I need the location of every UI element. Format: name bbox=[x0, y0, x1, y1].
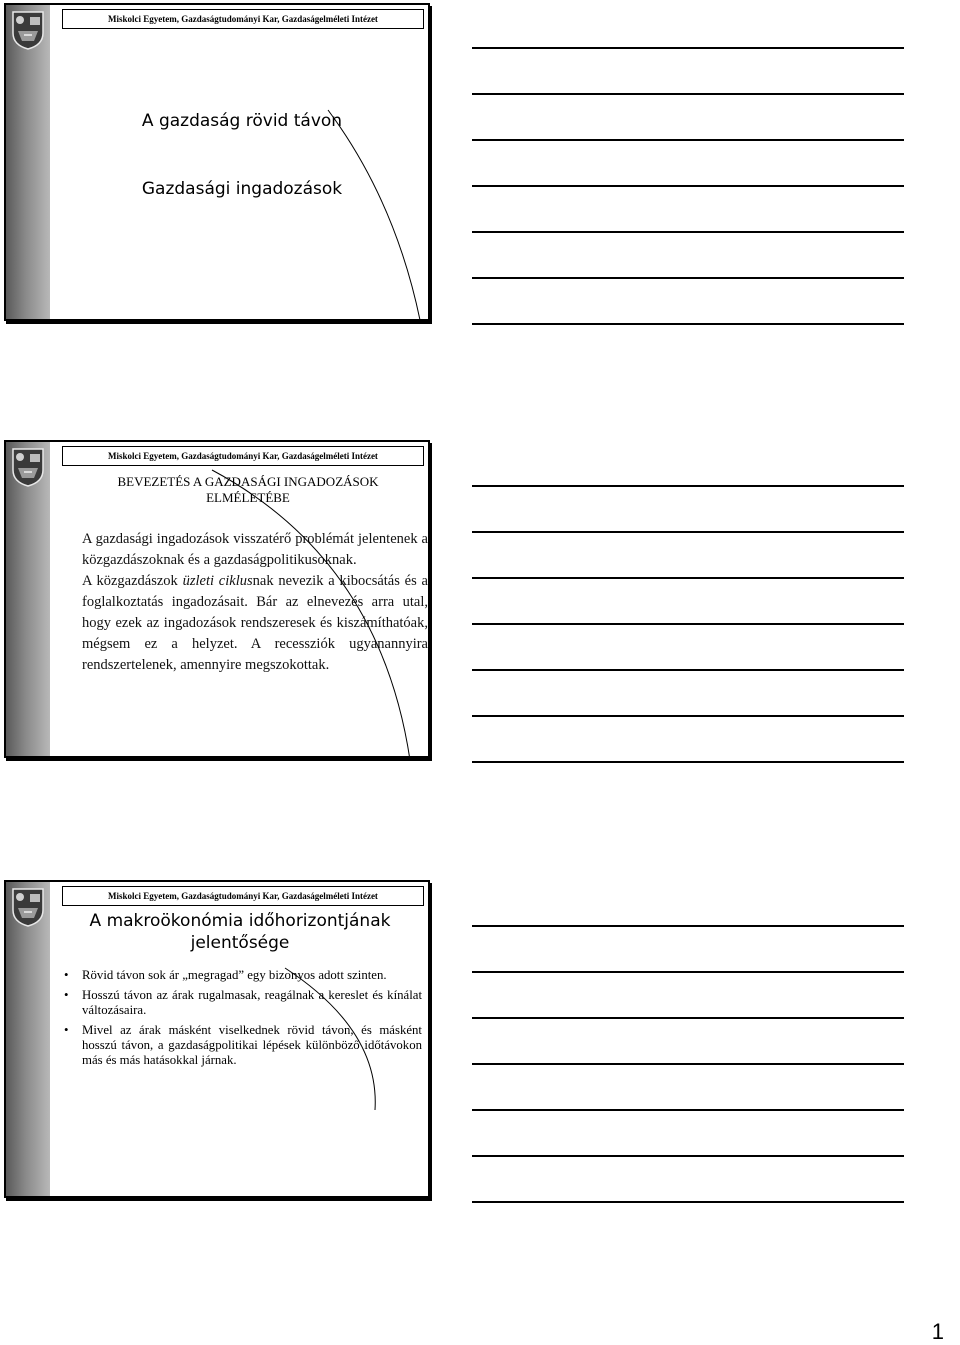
institution-header: Miskolci Egyetem, Gazdaságtudományi Kar, Gazdaságelméleti Intézet bbox=[62, 446, 424, 466]
bullet-list bbox=[62, 968, 422, 1073]
bullet-item: • Rövid távon sok ár „megragad” egy bizonyos adott szinten. bbox=[62, 968, 422, 983]
slide-title: A gazdaság rövid távon bbox=[141, 111, 343, 131]
university-crest-icon bbox=[10, 886, 46, 928]
bullet-item: • Mivel az árak másként viselkednek rövid távon, és másként hosszú távon, a gazdaságpolitikai lépések különböző időtávokon más és más hatásokkal járnak. bbox=[62, 1023, 422, 1068]
slide-sidebar bbox=[6, 5, 50, 319]
slide-3 bbox=[4, 880, 430, 1198]
paragraph-2: A közgazdászok üzleti ciklusnak nevezik a kibocsátás és a foglalkoztatás ingadozásait. Bár az elnevezés arra utal, hogy ezek az ingadozások rendszeresek és kiszámíthatóak, mégsem ez a helyzet. A recessziók ugyanannyira rendszertelenek, amennyire megszokottak. bbox=[82, 573, 428, 673]
slide-body bbox=[82, 529, 428, 676]
institution-header: Miskolci Egyetem, Gazdaságtudományi Kar, Gazdaságelméleti Intézet bbox=[62, 9, 424, 29]
paragraph-1: A gazdasági ingadozások visszatérő problémát jelentenek a közgazdászoknak és a gazdaságpolitikusoknak. bbox=[82, 531, 428, 568]
university-crest-icon bbox=[10, 446, 46, 488]
slide-title: A makroökonómia időhorizontjának jelentősége bbox=[89, 911, 391, 953]
slide-sidebar bbox=[6, 882, 50, 1196]
page-number: 1 bbox=[931, 1319, 944, 1344]
institution-header: Miskolci Egyetem, Gazdaságtudományi Kar, Gazdaságelméleti Intézet bbox=[62, 886, 424, 906]
slide-1 bbox=[4, 3, 430, 321]
slide-heading: BEVEZETÉS A GAZDASÁGI INGADOZÁSOK ELMÉLETÉBE bbox=[117, 474, 379, 505]
university-crest-icon bbox=[10, 9, 46, 51]
bullet-item: • Hosszú távon az árak rugalmasak, reagálnak a kereslet és kínálat változásaira. bbox=[62, 988, 422, 1018]
slide-subtitle: Gazdasági ingadozások bbox=[141, 179, 343, 199]
slide-sidebar bbox=[6, 442, 50, 756]
